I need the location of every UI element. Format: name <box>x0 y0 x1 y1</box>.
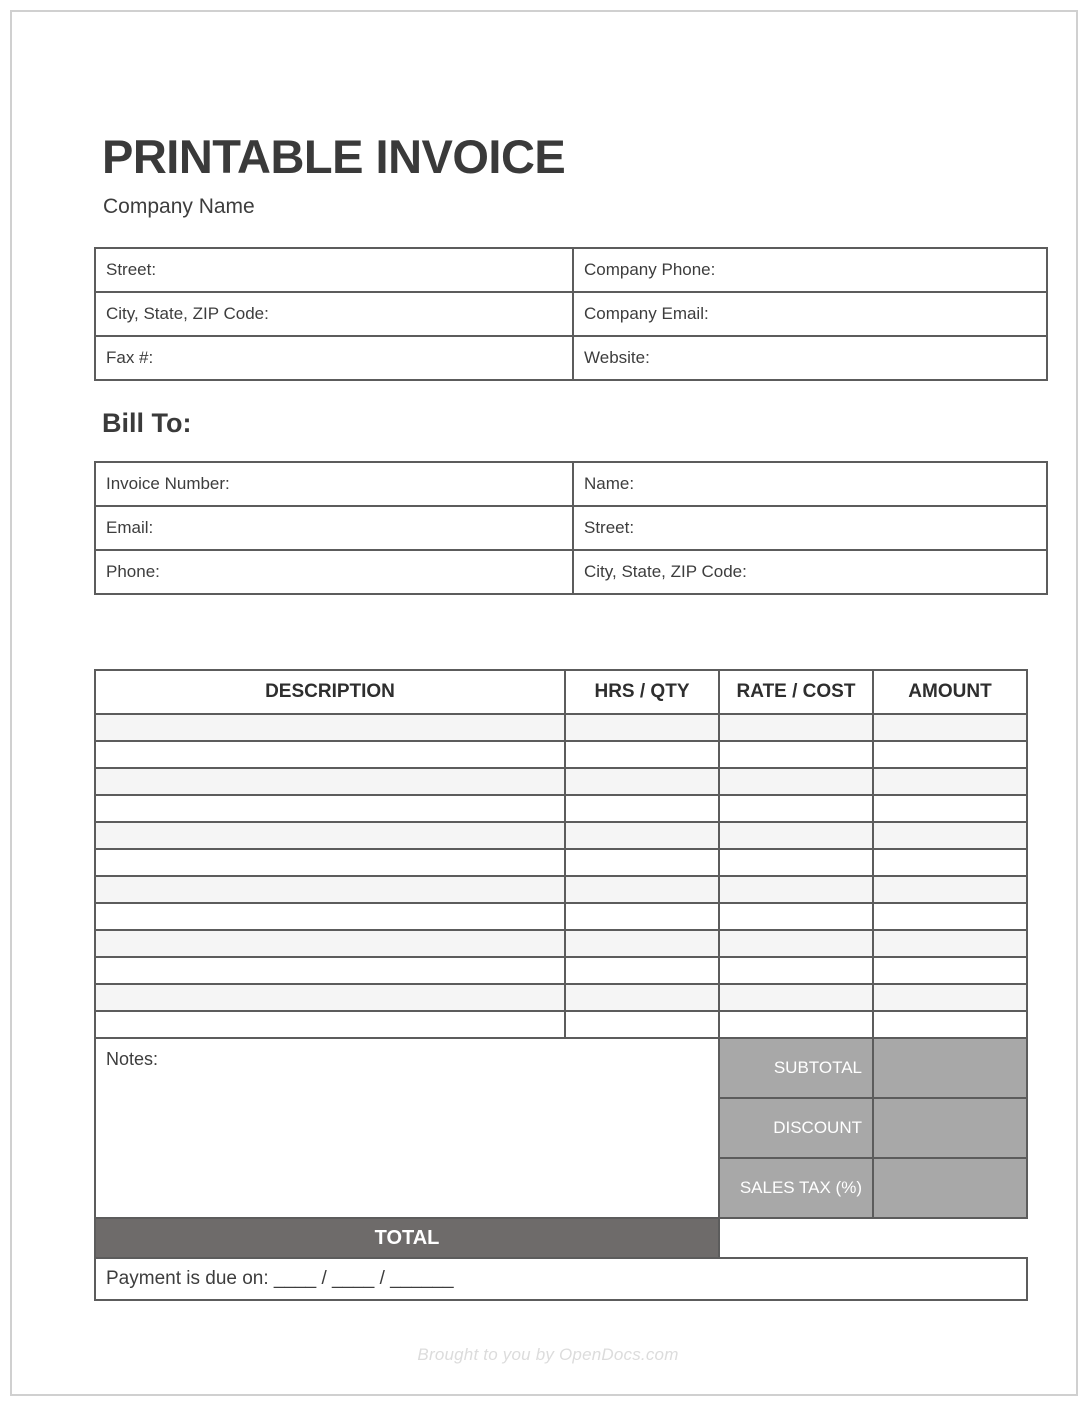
table-row <box>95 292 1047 336</box>
table-row <box>95 903 1027 930</box>
item-amount-cell[interactable] <box>873 741 1027 768</box>
table-row <box>95 1011 1027 1038</box>
item-rate-cost-cell[interactable] <box>719 903 873 930</box>
item-rate-cost-cell[interactable] <box>719 714 873 741</box>
client-phone-cell[interactable]: Phone: <box>95 550 573 594</box>
item-amount-cell[interactable] <box>873 849 1027 876</box>
item-hrs-qty-cell[interactable] <box>565 957 719 984</box>
item-rate-cost-cell[interactable] <box>719 741 873 768</box>
item-description-cell[interactable] <box>95 795 565 822</box>
item-rate-cost-cell[interactable] <box>719 795 873 822</box>
item-hrs-qty-cell[interactable] <box>565 768 719 795</box>
line-items-body <box>95 714 1027 1038</box>
item-description-cell[interactable] <box>95 903 565 930</box>
table-row <box>95 714 1027 741</box>
item-rate-cost-cell[interactable] <box>719 1011 873 1038</box>
item-hrs-qty-cell[interactable] <box>565 930 719 957</box>
item-description-cell[interactable] <box>95 822 565 849</box>
page-canvas <box>10 10 1078 1396</box>
item-amount-cell[interactable] <box>873 1011 1027 1038</box>
column-header-rate-cost: RATE / COST <box>719 670 873 714</box>
item-hrs-qty-cell[interactable] <box>565 822 719 849</box>
client-street-cell[interactable]: Street: <box>573 506 1047 550</box>
item-amount-cell[interactable] <box>873 957 1027 984</box>
page-title: PRINTABLE INVOICE <box>102 130 566 183</box>
table-row <box>95 984 1027 1011</box>
item-description-cell[interactable] <box>95 957 565 984</box>
item-hrs-qty-cell[interactable] <box>565 876 719 903</box>
table-row <box>95 849 1027 876</box>
item-rate-cost-cell[interactable] <box>719 957 873 984</box>
table-row <box>95 876 1027 903</box>
line-items-header <box>95 670 1027 714</box>
item-amount-cell[interactable] <box>873 930 1027 957</box>
subtotal-value[interactable] <box>873 1038 1027 1098</box>
item-description-cell[interactable] <box>95 849 565 876</box>
company-website-cell[interactable]: Website: <box>573 336 1047 380</box>
table-row <box>95 462 1047 506</box>
item-description-cell[interactable] <box>95 714 565 741</box>
payment-due-text[interactable]: Payment is due on: ____ / ____ / ______ <box>95 1258 1027 1300</box>
table-row <box>95 506 1047 550</box>
table-header-row <box>95 670 1027 714</box>
company-city-state-zip-cell[interactable]: City, State, ZIP Code: <box>95 292 573 336</box>
item-description-cell[interactable] <box>95 768 565 795</box>
discount-label: DISCOUNT <box>719 1098 873 1158</box>
company-phone-cell[interactable]: Company Phone: <box>573 248 1047 292</box>
spacer-company-to-billto <box>94 381 1002 409</box>
item-amount-cell[interactable] <box>873 768 1027 795</box>
subtotal-label: SUBTOTAL <box>719 1038 873 1098</box>
item-rate-cost-cell[interactable] <box>719 849 873 876</box>
item-amount-cell[interactable] <box>873 822 1027 849</box>
item-hrs-qty-cell[interactable] <box>565 795 719 822</box>
item-amount-cell[interactable] <box>873 714 1027 741</box>
line-items-table <box>94 669 1028 1301</box>
payment-due-row <box>95 1258 1027 1300</box>
discount-value[interactable] <box>873 1098 1027 1158</box>
column-header-description: DESCRIPTION <box>95 670 565 714</box>
footer-attribution: Brought to you by OpenDocs.com <box>417 1345 679 1365</box>
item-hrs-qty-cell[interactable] <box>565 903 719 930</box>
item-rate-cost-cell[interactable] <box>719 768 873 795</box>
item-amount-cell[interactable] <box>873 876 1027 903</box>
bill-to-heading: Bill To: <box>102 408 192 439</box>
item-rate-cost-cell[interactable] <box>719 876 873 903</box>
item-description-cell[interactable] <box>95 984 565 1011</box>
item-rate-cost-cell[interactable] <box>719 822 873 849</box>
notes-label: Notes: <box>106 1049 159 1070</box>
company-info-table <box>94 247 1048 381</box>
item-amount-cell[interactable] <box>873 795 1027 822</box>
total-row <box>95 1218 1027 1258</box>
sales-tax-value[interactable] <box>873 1158 1027 1218</box>
bill-to-table <box>94 461 1048 595</box>
column-header-hrs-qty: HRS / QTY <box>565 670 719 714</box>
total-label: TOTAL <box>95 1218 719 1258</box>
company-email-cell[interactable]: Company Email: <box>573 292 1047 336</box>
table-row <box>95 930 1027 957</box>
notes-cell[interactable] <box>95 1038 719 1218</box>
item-amount-cell[interactable] <box>873 984 1027 1011</box>
spacer-billto-heading <box>94 439 1002 461</box>
table-row <box>95 248 1047 292</box>
item-rate-cost-cell[interactable] <box>719 930 873 957</box>
client-name-cell[interactable]: Name: <box>573 462 1047 506</box>
table-row <box>95 957 1027 984</box>
item-description-cell[interactable] <box>95 741 565 768</box>
spacer-title-to-company-table <box>94 219 1002 247</box>
item-hrs-qty-cell[interactable] <box>565 849 719 876</box>
client-email-cell[interactable]: Email: <box>95 506 573 550</box>
item-hrs-qty-cell[interactable] <box>565 714 719 741</box>
table-row <box>95 550 1047 594</box>
column-header-amount: AMOUNT <box>873 670 1027 714</box>
notes-and-totals-section <box>95 1038 1027 1300</box>
table-row <box>95 795 1027 822</box>
invoice-sheet <box>94 132 1002 1365</box>
company-fax-cell[interactable]: Fax #: <box>95 336 573 380</box>
item-description-cell[interactable] <box>95 1011 565 1038</box>
client-city-state-zip-cell[interactable]: City, State, ZIP Code: <box>573 550 1047 594</box>
item-amount-cell[interactable] <box>873 903 1027 930</box>
table-row <box>95 768 1027 795</box>
company-street-cell[interactable]: Street: <box>95 248 573 292</box>
item-hrs-qty-cell[interactable] <box>565 1011 719 1038</box>
item-hrs-qty-cell[interactable] <box>565 984 719 1011</box>
subtotal-row <box>95 1038 1027 1098</box>
item-hrs-qty-cell[interactable] <box>565 741 719 768</box>
table-row <box>95 741 1027 768</box>
item-description-cell[interactable] <box>95 876 565 903</box>
table-row <box>95 336 1047 380</box>
company-name-label: Company Name <box>103 195 255 219</box>
sales-tax-label: SALES TAX (%) <box>719 1158 873 1218</box>
invoice-number-cell[interactable]: Invoice Number: <box>95 462 573 506</box>
item-rate-cost-cell[interactable] <box>719 984 873 1011</box>
spacer-billto-to-items <box>94 595 1002 669</box>
item-description-cell[interactable] <box>95 930 565 957</box>
table-row <box>95 822 1027 849</box>
